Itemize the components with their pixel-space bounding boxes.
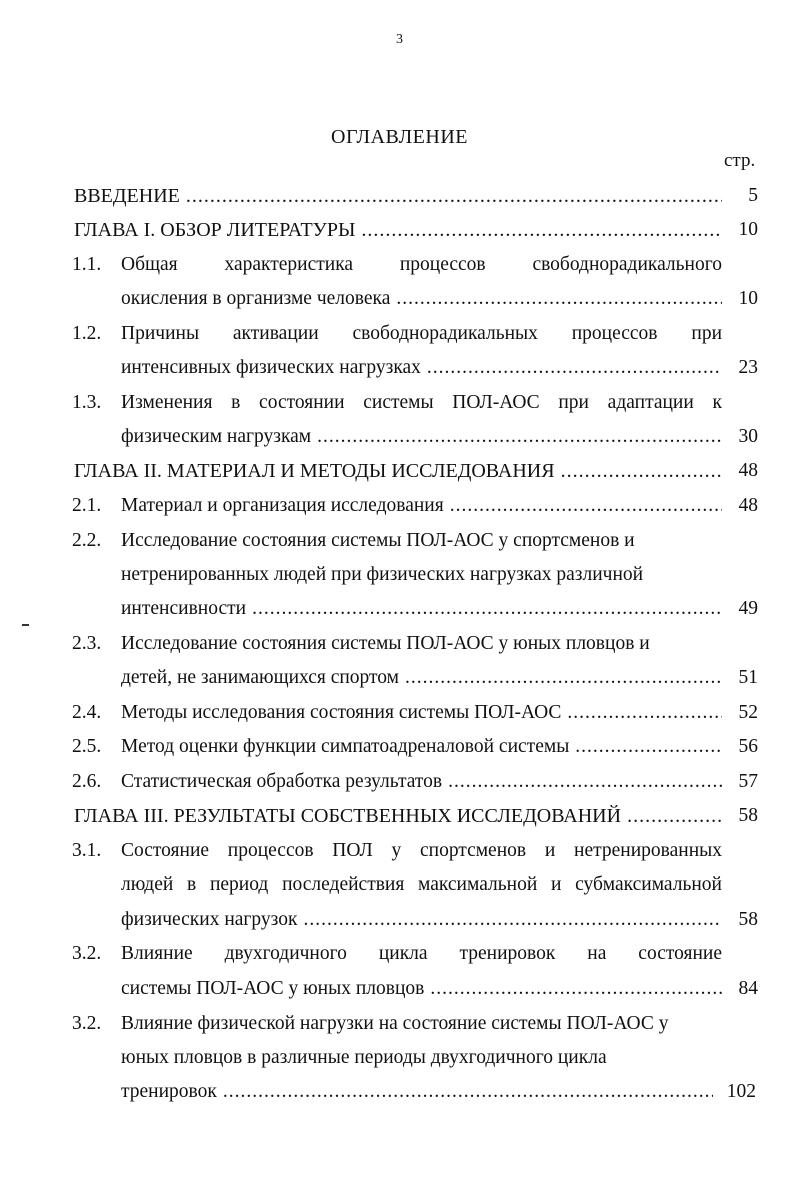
dot-leader <box>186 179 722 213</box>
toc-entry-3-1-line-3[interactable] <box>121 903 722 937</box>
entry-page-number: 30 <box>738 426 758 447</box>
toc-entry-chapter-3[interactable] <box>74 799 722 833</box>
section-number: 2.1. <box>72 495 102 516</box>
entry-page-number: 48 <box>738 460 758 481</box>
toc-entry-2-5[interactable] <box>121 730 722 764</box>
entry-page-number: 58 <box>738 805 758 826</box>
toc-entry-2-4[interactable] <box>121 696 722 730</box>
entry-page-number: 10 <box>738 219 758 240</box>
dot-leader <box>448 765 722 799</box>
section-number: 2.6. <box>72 771 102 792</box>
entry-page-number: 102 <box>726 1081 756 1102</box>
dot-leader <box>405 661 722 695</box>
toc-entry-3-3-line-3[interactable] <box>121 1075 713 1109</box>
entry-title: системы ПОЛ-АОС у юных пловцов <box>121 978 425 999</box>
toc-entry-2-2-line-1[interactable]: Исследование состояния системы ПОЛ-АОС у спортсменов и <box>121 530 635 551</box>
toc-entry-1-1-line-1[interactable]: Общая характеристика процессов свободнорадикального <box>121 254 722 275</box>
dot-leader <box>252 592 722 626</box>
entry-title: Материал и организация исследования <box>121 495 444 516</box>
toc-entry-2-3-line-2[interactable] <box>121 661 722 695</box>
toc-entry-1-2-line-1[interactable]: Причины активации свободнорадикальных процессов при <box>121 323 722 344</box>
toc-entry-1-3-line-1[interactable]: Изменения в состоянии системы ПОЛ-АОС при адаптации к <box>121 392 722 413</box>
entry-page-number: 48 <box>738 495 758 516</box>
toc-entry-3-2-line-1[interactable]: Влияние двухгодичного цикла тренировок на состояние <box>121 943 722 964</box>
toc-entry-1-2-line-2[interactable] <box>121 351 722 385</box>
entry-page-number: 51 <box>738 667 758 688</box>
section-number: 3.2. <box>72 1013 102 1034</box>
page-column-label: стр. <box>724 150 756 171</box>
toc-entry-1-1-line-2[interactable] <box>121 282 722 316</box>
entry-page-number: 5 <box>748 185 758 206</box>
toc-entry-2-1[interactable] <box>121 489 722 523</box>
entry-title: окисления в организме человека <box>121 288 391 309</box>
toc-entry-3-3-line-2[interactable]: юных пловцов в различные периоды двухгодичного цикла <box>121 1047 607 1068</box>
dot-leader <box>396 282 722 316</box>
toc-entry-2-3-line-1[interactable]: Исследование состояния системы ПОЛ-АОС у юных пловцов и <box>121 633 650 654</box>
toc-entry-2-2-line-3[interactable] <box>121 592 722 626</box>
entry-page-number: 23 <box>738 357 758 378</box>
section-number: 1.1. <box>72 254 102 275</box>
section-number: 2.3. <box>72 633 102 654</box>
toc-entry-3-1-line-2[interactable]: людей в период последействия максимальной и субмаксимальной <box>121 874 722 895</box>
entry-title: ГЛАВА I. ОБЗОР ЛИТЕРАТУРЫ <box>74 219 356 241</box>
margin-mark <box>22 624 29 626</box>
entry-page-number: 49 <box>738 598 758 619</box>
entry-page-number: 84 <box>738 978 758 999</box>
entry-page-number: 10 <box>738 288 758 309</box>
entry-title: ВВЕДЕНИЕ <box>74 185 180 207</box>
toc-entry-3-3-line-1[interactable]: Влияние физической нагрузки на состояние системы ПОЛ-АОС у <box>121 1013 669 1034</box>
section-number: 2.5. <box>72 736 102 757</box>
toc-entry-chapter-1[interactable] <box>74 213 722 247</box>
dot-leader <box>361 213 722 247</box>
entry-page-number: 58 <box>738 909 758 930</box>
dot-leader <box>427 351 722 385</box>
dot-leader <box>317 420 722 454</box>
page-number: 3 <box>396 32 403 47</box>
toc-entry-chapter-2[interactable] <box>74 454 722 488</box>
toc-entry-1-3-line-2[interactable] <box>121 420 722 454</box>
toc-entry-2-2-line-2[interactable]: нетренированных людей при физических нагрузках различной <box>121 564 644 585</box>
entry-title: Метод оценки функции симпатоадреналовой системы <box>121 736 570 757</box>
toc-title: ОГЛАВЛЕНИЕ <box>331 126 468 148</box>
section-number: 3.1. <box>72 840 102 861</box>
entry-title: детей, не занимающихся спортом <box>121 667 400 688</box>
entry-title: физическим нагрузкам <box>121 426 312 447</box>
entry-title: интенсивных физических нагрузках <box>121 357 421 378</box>
dot-leader <box>223 1075 713 1109</box>
entry-title: ГЛАВА III. РЕЗУЛЬТАТЫ СОБСТВЕННЫХ ИССЛЕДОВАНИЙ <box>74 805 622 827</box>
section-number: 3.2. <box>72 943 102 964</box>
dot-leader <box>430 972 722 1006</box>
section-number: 2.4. <box>72 702 102 723</box>
entry-title: физических нагрузок <box>121 909 298 930</box>
entry-page-number: 57 <box>738 771 758 792</box>
entry-title: ГЛАВА II. МАТЕРИАЛ И МЕТОДЫ ИССЛЕДОВАНИЯ <box>74 460 555 482</box>
section-number: 1.2. <box>72 323 102 344</box>
section-number: 1.3. <box>72 392 102 413</box>
entry-title: интенсивности <box>121 598 247 619</box>
dot-leader <box>450 489 722 523</box>
entry-page-number: 52 <box>738 702 758 723</box>
toc-entry-3-2-line-2[interactable] <box>121 972 722 1006</box>
entry-title: Статистическая обработка результатов <box>121 771 443 792</box>
entry-title: Методы исследования состояния системы ПОЛ-АОС <box>121 702 562 723</box>
entry-title: тренировок <box>121 1081 217 1102</box>
entry-page-number: 56 <box>738 736 758 757</box>
toc-entry-3-1-line-1[interactable]: Состояние процессов ПОЛ у спортсменов и нетренированных <box>121 840 722 861</box>
toc-entry-introduction[interactable] <box>74 179 722 213</box>
toc-entry-2-6[interactable] <box>121 765 722 799</box>
dot-leader <box>304 903 723 937</box>
section-number: 2.2. <box>72 530 102 551</box>
